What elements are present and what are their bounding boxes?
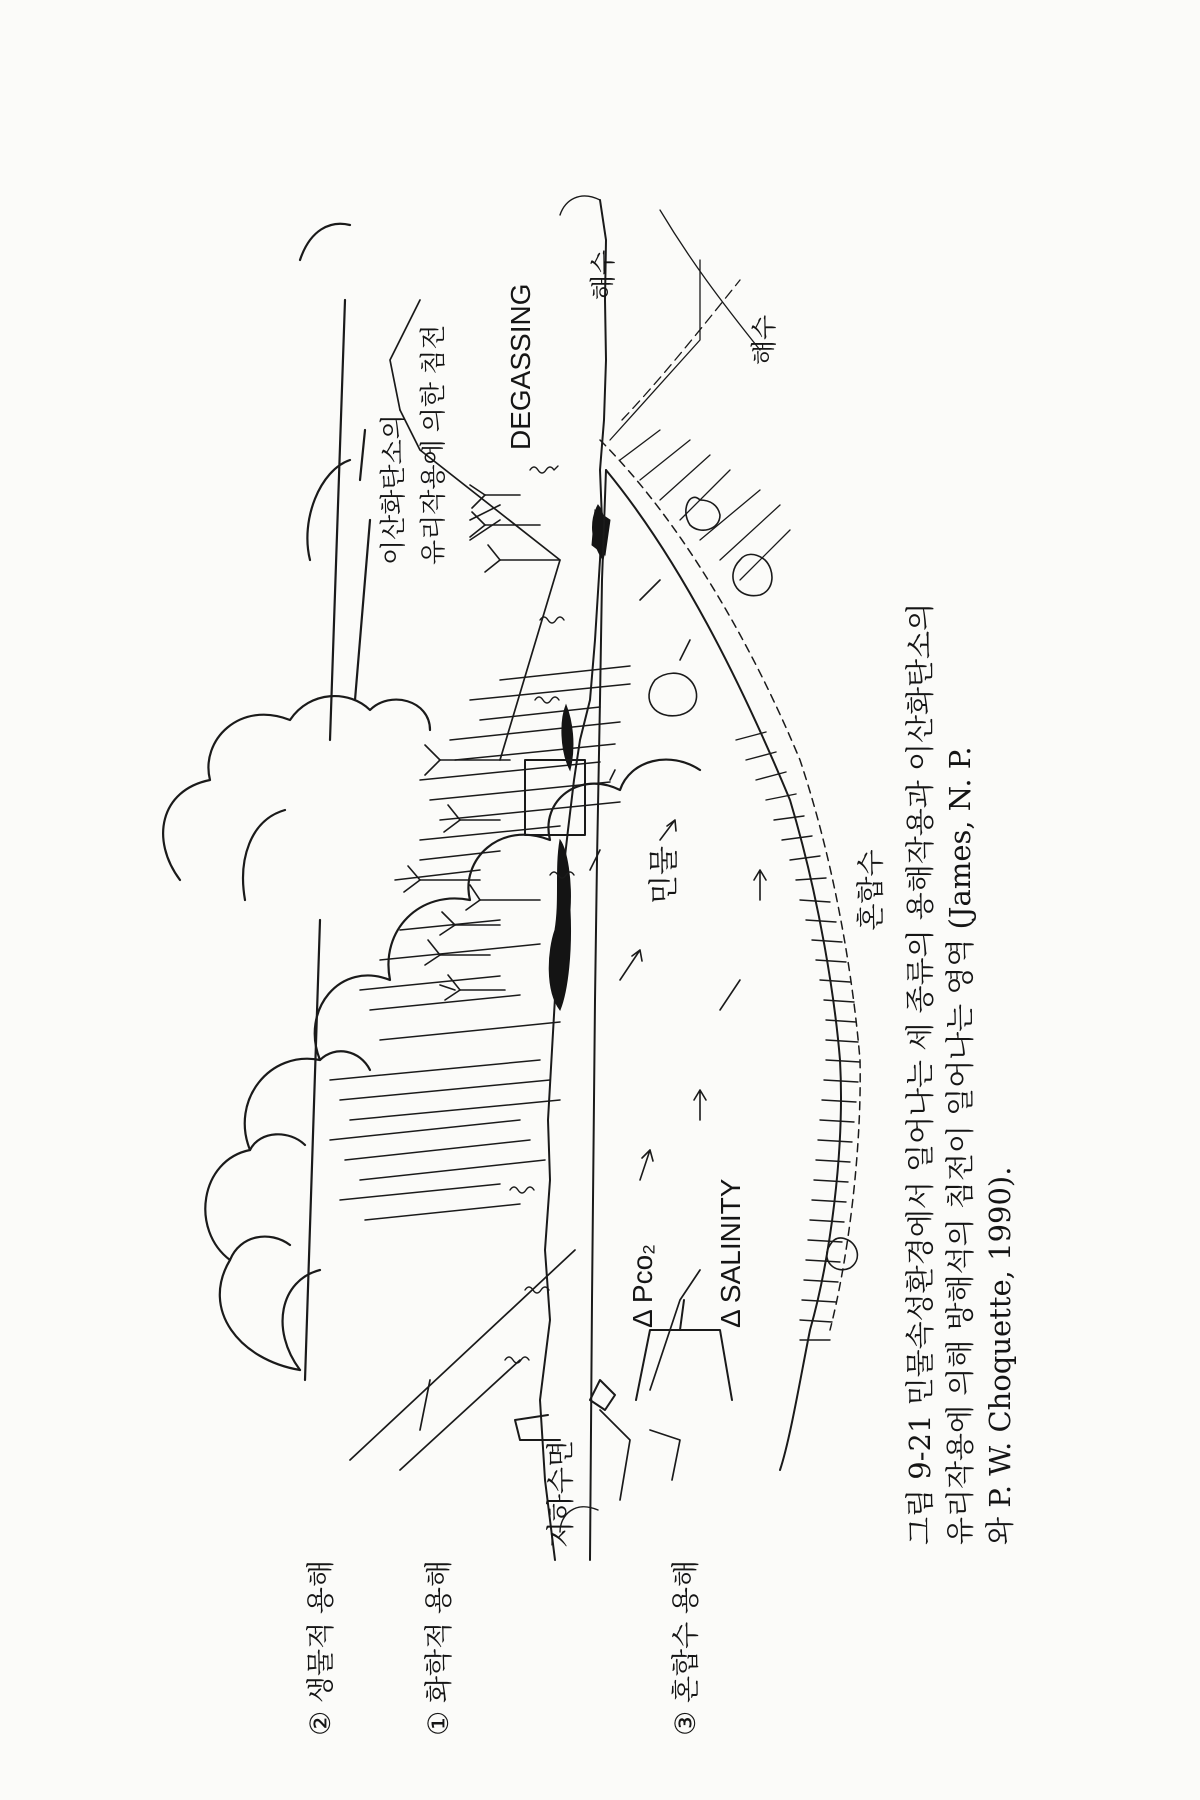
svg-text:유리작용에 의해 방해석의 침전이 일어나는 영역 (Jam: 유리작용에 의해 방해석의 침전이 일어나는 영역 (James, N. P.	[943, 746, 977, 1545]
svg-text:지하수면: 지하수면	[545, 1440, 576, 1549]
mixing-zone-hatch	[736, 732, 860, 1340]
svg-text:이산화탄소의: 이산화탄소의	[378, 414, 408, 565]
svg-text:혼합수: 혼합수	[855, 849, 886, 931]
svg-text:③ 혼합수 용해: ③ 혼합수 용해	[670, 1560, 701, 1736]
label-water-table	[545, 1440, 576, 1548]
svg-text:와 P. W. Choquette, 1990).: 와 P. W. Choquette, 1990).	[983, 1166, 1017, 1545]
seawater-hatch	[610, 210, 790, 580]
label-mixed-water	[855, 849, 886, 930]
label-fresh-water	[648, 846, 681, 904]
svg-text:그림 9-21 민물속성환경에서 일어나는 세 종류의 용: 그림 9-21 민물속성환경에서 일어나는 세 종류의 용해작용과 이산화탄소의	[903, 602, 937, 1545]
label-mixing-dissolution	[670, 1560, 701, 1736]
label-seawater-main	[749, 315, 779, 365]
soil-dark-patches	[549, 505, 610, 1010]
svg-text:해수: 해수	[749, 314, 779, 366]
svg-text:② 생물적 용해: ② 생물적 용해	[305, 1560, 336, 1736]
label-delta-salinity	[715, 1178, 746, 1328]
label-co2-precipitation	[378, 325, 448, 566]
label-biological	[305, 1560, 336, 1736]
label-seawater-top	[588, 250, 618, 300]
svg-text:Δ SALINITY: Δ SALINITY	[715, 1178, 746, 1328]
rain-streaks	[330, 666, 630, 1220]
label-degassing	[505, 284, 536, 450]
svg-text:① 화학적 용해: ① 화학적 용해	[423, 1560, 454, 1736]
svg-text:DEGASSING: DEGASSING	[505, 283, 536, 450]
svg-text:민물: 민물	[648, 846, 681, 904]
label-chemical	[423, 1560, 454, 1736]
svg-text:Δ Pco₂: Δ Pco₂	[627, 1243, 658, 1328]
svg-text:해수: 해수	[588, 249, 618, 301]
label-delta-pco2	[627, 1244, 658, 1328]
figure-caption	[903, 603, 1017, 1545]
svg-text:유리작용에 의한 침전: 유리작용에 의한 침전	[418, 324, 448, 565]
